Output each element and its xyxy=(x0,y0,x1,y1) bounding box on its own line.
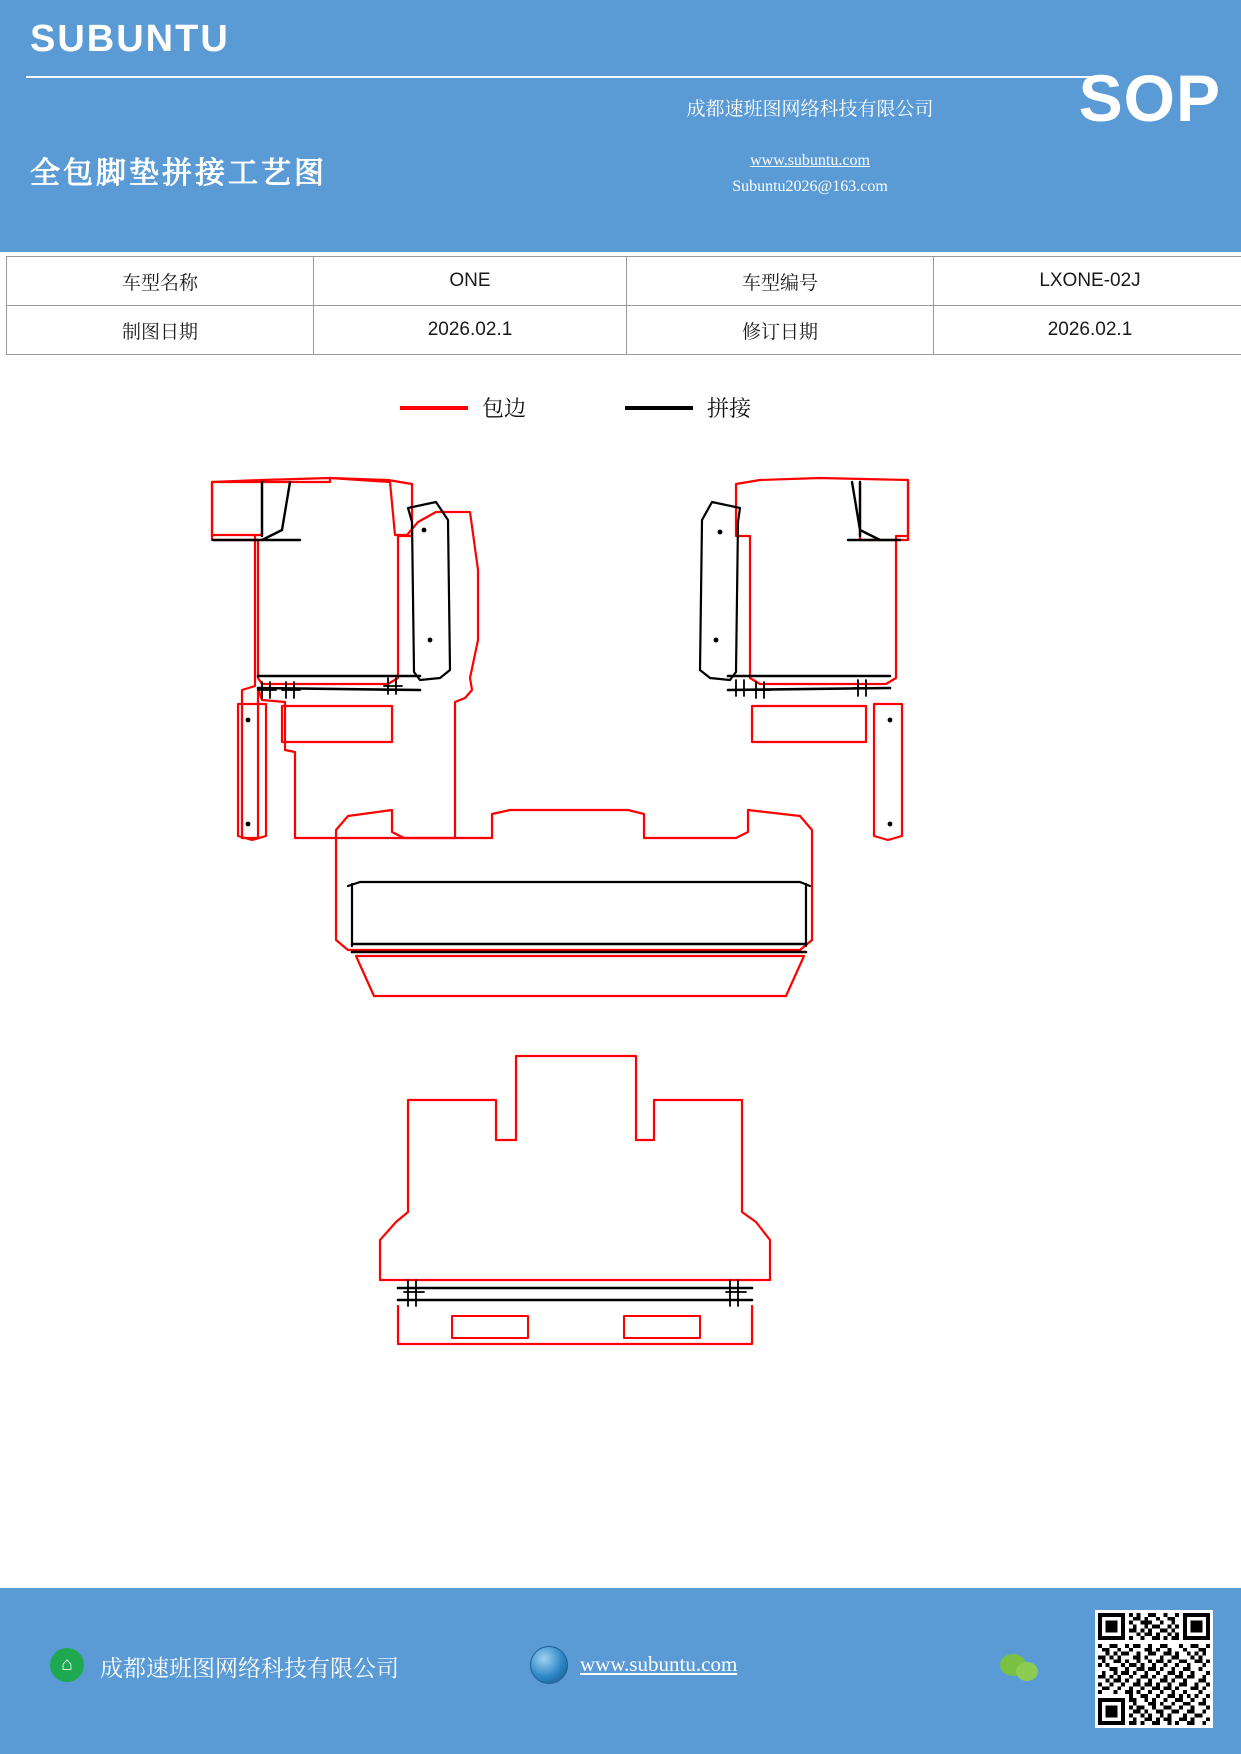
value-model-name: ONE xyxy=(314,257,627,306)
legend-swatch-edge-icon xyxy=(400,406,468,410)
table-row xyxy=(7,257,1241,306)
mat-part-left-front xyxy=(212,478,478,840)
qr-code-icon xyxy=(1095,1610,1213,1728)
brand-logo: SUBUNTU xyxy=(30,18,230,60)
legend-label-edge: 包边 xyxy=(482,396,527,421)
footer-website-link[interactable]: www.subuntu.com xyxy=(580,1652,738,1676)
vehicle-info-table xyxy=(6,256,1241,355)
legend-item-edge xyxy=(400,392,526,423)
value-revision-date: 2026.02.1 xyxy=(934,306,1241,355)
building-icon: ⌂ xyxy=(50,1648,84,1682)
wechat-icon xyxy=(1000,1650,1042,1684)
value-draw-date: 2026.02.1 xyxy=(314,306,627,355)
page-header xyxy=(0,0,1241,252)
globe-icon xyxy=(530,1646,568,1684)
header-company-name: 成都速班图网络科技有限公司 xyxy=(686,99,934,120)
header-divider xyxy=(26,76,1096,78)
label-model-name: 车型名称 xyxy=(7,257,314,306)
page-title: 全包脚垫拼接工艺图 xyxy=(30,157,327,190)
footer-company-name: 成都速班图网络科技有限公司 xyxy=(100,1655,399,1681)
legend-item-seam xyxy=(625,392,751,423)
mat-part-second-row xyxy=(336,810,812,996)
value-model-code: LXONE-02J xyxy=(934,257,1241,306)
sop-badge: SOP xyxy=(1078,61,1221,135)
header-email: Subuntu2026@163.com xyxy=(732,178,888,195)
mat-part-right-front xyxy=(700,478,908,840)
header-website-link[interactable]: www.subuntu.com xyxy=(750,152,870,169)
label-model-code: 车型编号 xyxy=(627,257,934,306)
page-footer xyxy=(0,1588,1241,1754)
floor-mat-drawing xyxy=(0,440,1241,1580)
mat-part-third-row xyxy=(380,1056,770,1344)
table-row xyxy=(7,306,1241,355)
legend xyxy=(0,392,1241,432)
label-draw-date: 制图日期 xyxy=(7,306,314,355)
legend-swatch-seam-icon xyxy=(625,406,693,410)
legend-label-seam: 拼接 xyxy=(707,396,752,421)
label-revision-date: 修订日期 xyxy=(627,306,934,355)
